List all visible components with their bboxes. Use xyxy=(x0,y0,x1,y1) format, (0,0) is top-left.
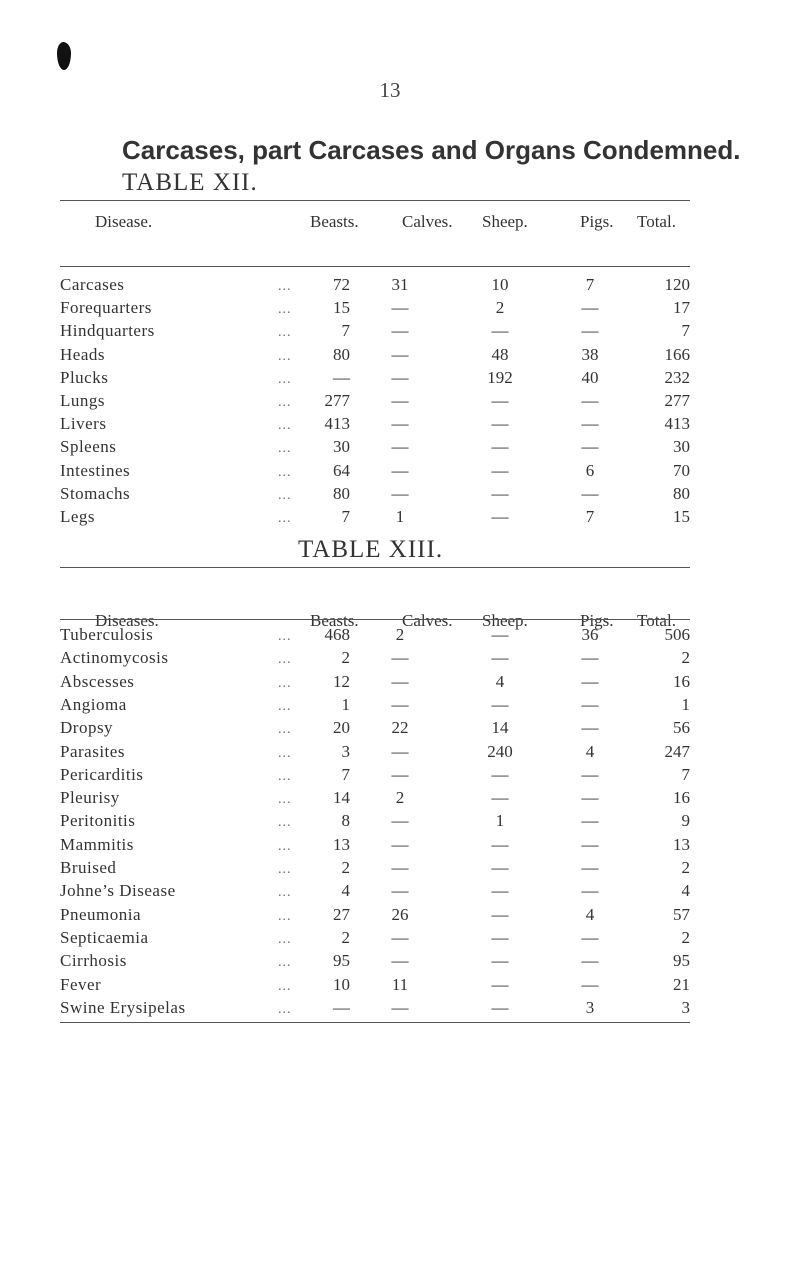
table-row xyxy=(60,275,690,297)
row-leader-dots: ... xyxy=(278,464,292,480)
row-disease-name: Fever xyxy=(60,974,102,994)
row-beasts-count: 15 xyxy=(333,298,350,318)
row-sheep-count: 48 xyxy=(491,344,509,364)
row-calves-count: — xyxy=(391,741,409,761)
row-pigs-count: — xyxy=(581,483,599,503)
row-sheep-count: — xyxy=(491,321,509,341)
row-leader-dots: ... xyxy=(278,745,292,761)
row-disease-name: Angioma xyxy=(60,694,127,714)
row-sheep-count: — xyxy=(491,460,509,480)
row-pigs-count: — xyxy=(581,764,599,784)
row-total-count: 1 xyxy=(681,694,690,714)
ink-blot-mark xyxy=(57,42,71,70)
row-pigs-count: — xyxy=(581,927,599,947)
row-disease-name: Peritonitis xyxy=(60,811,136,831)
row-sheep-count: 2 xyxy=(495,298,505,318)
row-calves-count: — xyxy=(391,460,409,480)
row-beasts-count: 80 xyxy=(333,344,350,364)
table-row xyxy=(60,507,690,529)
row-beasts-count: 20 xyxy=(333,718,350,738)
row-total-count: 277 xyxy=(664,391,690,410)
row-leader-dots: ... xyxy=(278,698,292,714)
page-title: Carcases, part Carcases and Organs Condemned. xyxy=(122,135,741,165)
row-leader-dots: ... xyxy=(278,792,292,808)
row-leader-dots: ... xyxy=(278,885,292,901)
row-disease-name: Bruised xyxy=(60,858,117,877)
table-row xyxy=(60,484,690,506)
row-disease-name: Dropsy xyxy=(60,718,114,738)
row-total-count: 2 xyxy=(681,927,690,947)
row-sheep-count: 240 xyxy=(487,741,513,761)
row-sheep-count: — xyxy=(491,437,509,457)
row-beasts-count: 413 xyxy=(324,414,350,434)
row-calves-count: — xyxy=(391,298,409,318)
row-calves-count: 2 xyxy=(395,788,405,808)
table-xiii-title: TABLE XIII. xyxy=(298,536,444,563)
row-leader-dots: ... xyxy=(278,487,292,503)
row-disease-name: Livers xyxy=(60,414,107,434)
page-number: 13 xyxy=(379,78,401,102)
table-row xyxy=(60,461,690,483)
row-disease-name: Plucks xyxy=(60,367,109,387)
table-row xyxy=(60,881,690,903)
row-total-count: 4 xyxy=(681,881,690,901)
header-beasts: Beasts. xyxy=(310,212,359,231)
row-total-count: 30 xyxy=(673,437,690,457)
row-calves-count: 22 xyxy=(391,718,409,738)
row-calves-count: — xyxy=(391,811,409,831)
table-bottom-rule xyxy=(60,1022,690,1023)
row-leader-dots: ... xyxy=(278,931,292,947)
row-leader-dots: ... xyxy=(278,279,292,294)
row-calves-count: — xyxy=(391,858,409,877)
row-sheep-count: — xyxy=(491,927,509,947)
table-row xyxy=(60,718,690,740)
header-sheep: Sheep. xyxy=(482,212,528,231)
row-disease-name: Legs xyxy=(60,507,96,526)
row-beasts-count: — xyxy=(333,367,350,387)
row-beasts-count: 13 xyxy=(333,834,350,854)
row-beasts-count: 277 xyxy=(324,391,350,410)
row-total-count: 21 xyxy=(673,974,690,994)
row-calves-count: — xyxy=(391,367,409,387)
table-row xyxy=(60,437,690,459)
row-total-count: 7 xyxy=(681,764,690,784)
table-row xyxy=(60,928,690,950)
row-leader-dots: ... xyxy=(278,978,292,994)
row-pigs-count: — xyxy=(581,671,599,691)
row-pigs-count: 40 xyxy=(581,367,599,387)
row-total-count: 120 xyxy=(664,275,690,294)
row-pigs-count: 4 xyxy=(585,904,595,924)
row-calves-count: — xyxy=(391,951,409,971)
row-calves-count: — xyxy=(391,881,409,901)
row-pigs-count: — xyxy=(581,648,599,668)
row-pigs-count: — xyxy=(581,858,599,877)
row-sheep-count: — xyxy=(491,414,509,434)
row-pigs-count: — xyxy=(581,321,599,341)
row-beasts-count: 3 xyxy=(341,741,350,761)
row-sheep-count: 1 xyxy=(495,811,505,831)
row-sheep-count: — xyxy=(491,625,509,644)
row-sheep-count: — xyxy=(491,974,509,994)
row-beasts-count: 468 xyxy=(324,625,350,644)
header-pigs: Pigs. xyxy=(580,212,614,231)
row-leader-dots: ... xyxy=(278,348,292,364)
row-calves-count: — xyxy=(391,321,409,341)
row-disease-name: Spleens xyxy=(60,437,117,457)
row-pigs-count: — xyxy=(581,437,599,457)
row-leader-dots: ... xyxy=(278,441,292,457)
table-row xyxy=(60,672,690,694)
row-total-count: 16 xyxy=(673,788,690,808)
row-beasts-count: — xyxy=(333,997,350,1017)
row-calves-count: 1 xyxy=(395,507,405,526)
row-pigs-count: — xyxy=(581,811,599,831)
table-row xyxy=(60,905,690,927)
table-row xyxy=(60,345,690,367)
row-sheep-count: — xyxy=(491,764,509,784)
table-row xyxy=(60,742,690,764)
row-total-count: 15 xyxy=(673,507,690,526)
header-disease: Disease. xyxy=(95,212,153,231)
row-sheep-count: 192 xyxy=(487,367,513,387)
row-total-count: 166 xyxy=(664,344,690,364)
row-disease-name: Abscesses xyxy=(60,671,135,691)
row-disease-name: Pericarditis xyxy=(60,764,144,784)
row-leader-dots: ... xyxy=(278,325,292,341)
row-sheep-count: 14 xyxy=(491,718,509,738)
row-calves-count: — xyxy=(391,414,409,434)
row-total-count: 16 xyxy=(673,671,690,691)
row-leader-dots: ... xyxy=(278,815,292,831)
row-leader-dots: ... xyxy=(278,862,292,877)
header-calves: Calves. xyxy=(402,212,453,231)
row-sheep-count: — xyxy=(491,483,509,503)
row-calves-count: — xyxy=(391,834,409,854)
row-beasts-count: 7 xyxy=(341,321,350,341)
header-total: Total. xyxy=(637,212,676,231)
row-beasts-count: 2 xyxy=(341,648,350,668)
row-leader-dots: ... xyxy=(278,418,292,434)
row-disease-name: Mammitis xyxy=(60,834,134,854)
row-sheep-count: 10 xyxy=(491,275,509,294)
row-total-count: 7 xyxy=(681,321,690,341)
row-total-count: 232 xyxy=(664,367,690,387)
table-row xyxy=(60,975,690,997)
table-row xyxy=(60,368,690,390)
row-sheep-count: — xyxy=(491,648,509,668)
table-row xyxy=(60,648,690,670)
row-leader-dots: ... xyxy=(278,395,292,410)
row-pigs-count: — xyxy=(581,414,599,434)
row-leader-dots: ... xyxy=(278,675,292,691)
table-row xyxy=(60,625,690,647)
row-calves-count: 31 xyxy=(391,275,409,294)
row-leader-dots: ... xyxy=(278,371,292,387)
row-disease-name: Actinomycosis xyxy=(60,648,169,668)
row-sheep-count: — xyxy=(491,391,509,410)
row-sheep-count: — xyxy=(491,788,509,808)
row-leader-dots: ... xyxy=(278,722,292,738)
table-row xyxy=(60,695,690,717)
header-pigs: Pigs. xyxy=(580,611,614,630)
row-total-count: 413 xyxy=(664,414,690,434)
row-total-count: 2 xyxy=(681,648,690,668)
row-sheep-count: — xyxy=(491,834,509,854)
row-calves-count: — xyxy=(391,997,409,1017)
row-calves-count: — xyxy=(391,391,409,410)
row-beasts-count: 14 xyxy=(333,788,350,808)
row-pigs-count: — xyxy=(581,951,599,971)
row-leader-dots: ... xyxy=(278,511,292,526)
row-pigs-count: — xyxy=(581,881,599,901)
row-leader-dots: ... xyxy=(278,768,292,784)
table-row xyxy=(60,835,690,857)
row-calves-count: 11 xyxy=(391,974,409,994)
row-leader-dots: ... xyxy=(278,908,292,924)
row-beasts-count: 72 xyxy=(333,275,350,294)
row-total-count: 95 xyxy=(673,951,690,971)
row-disease-name: Lungs xyxy=(60,391,105,410)
table-xii-title: TABLE XII. xyxy=(122,169,258,196)
row-total-count: 506 xyxy=(664,625,690,644)
row-calves-count: — xyxy=(391,927,409,947)
row-total-count: 3 xyxy=(681,997,690,1017)
row-total-count: 13 xyxy=(673,834,690,854)
row-total-count: 247 xyxy=(664,741,690,761)
table-row xyxy=(60,391,690,413)
row-disease-name: Johne’s Disease xyxy=(60,881,176,901)
row-leader-dots: ... xyxy=(278,838,292,854)
row-disease-name: Carcases xyxy=(60,275,125,294)
row-beasts-count: 95 xyxy=(333,951,350,971)
row-calves-count: — xyxy=(391,694,409,714)
row-calves-count: — xyxy=(391,437,409,457)
row-leader-dots: ... xyxy=(278,1001,292,1017)
row-beasts-count: 7 xyxy=(341,764,350,784)
row-pigs-count: — xyxy=(581,298,599,318)
row-sheep-count: — xyxy=(491,694,509,714)
table-row xyxy=(60,788,690,810)
row-calves-count: — xyxy=(391,344,409,364)
table-top-rule xyxy=(60,567,690,568)
row-disease-name: Forequarters xyxy=(60,298,152,318)
row-disease-name: Intestines xyxy=(60,460,131,480)
table-row xyxy=(60,811,690,833)
header-calves: Calves. xyxy=(402,611,453,630)
row-calves-count: — xyxy=(391,648,409,668)
row-pigs-count: 36 xyxy=(581,625,599,644)
row-sheep-count: — xyxy=(491,881,509,901)
row-total-count: 70 xyxy=(673,460,690,480)
row-disease-name: Septicaemia xyxy=(60,927,149,947)
row-leader-dots: ... xyxy=(278,629,292,644)
row-beasts-count: 64 xyxy=(333,460,350,480)
row-beasts-count: 12 xyxy=(333,671,350,691)
row-leader-dots: ... xyxy=(278,652,292,668)
row-total-count: 57 xyxy=(673,904,690,924)
table-row xyxy=(60,858,690,880)
row-calves-count: — xyxy=(391,483,409,503)
row-beasts-count: 27 xyxy=(333,904,350,924)
table-row xyxy=(60,998,690,1020)
row-calves-count: 26 xyxy=(391,904,409,924)
row-disease-name: Heads xyxy=(60,344,105,364)
row-pigs-count: 4 xyxy=(585,741,595,761)
row-beasts-count: 2 xyxy=(341,927,350,947)
row-leader-dots: ... xyxy=(278,302,292,318)
row-sheep-count: 4 xyxy=(495,671,505,691)
table-row xyxy=(60,321,690,343)
row-total-count: 80 xyxy=(673,483,690,503)
row-sheep-count: — xyxy=(491,997,509,1017)
row-pigs-count: — xyxy=(581,694,599,714)
row-disease-name: Tuberculosis xyxy=(60,625,154,644)
row-calves-count: — xyxy=(391,764,409,784)
row-beasts-count: 80 xyxy=(333,483,350,503)
row-disease-name: Parasites xyxy=(60,741,125,761)
table-top-rule xyxy=(60,200,690,201)
row-disease-name: Pneumonia xyxy=(60,904,141,924)
row-disease-name: Stomachs xyxy=(60,483,131,503)
row-pigs-count: 7 xyxy=(585,275,595,294)
row-sheep-count: — xyxy=(491,951,509,971)
header-disease: Diseases. xyxy=(95,611,159,630)
row-leader-dots: ... xyxy=(278,955,292,971)
table-header-rule xyxy=(60,266,690,267)
row-total-count: 2 xyxy=(681,858,690,877)
row-total-count: 17 xyxy=(673,298,690,318)
header-beasts: Beasts. xyxy=(310,611,359,630)
row-calves-count: 2 xyxy=(395,625,405,644)
row-beasts-count: 4 xyxy=(341,881,350,901)
row-disease-name: Pleurisy xyxy=(60,788,120,808)
row-beasts-count: 10 xyxy=(333,974,350,994)
row-pigs-count: — xyxy=(581,834,599,854)
row-total-count: 9 xyxy=(681,811,690,831)
row-sheep-count: — xyxy=(491,858,509,877)
row-pigs-count: 38 xyxy=(581,344,599,364)
row-beasts-count: 30 xyxy=(333,437,350,457)
row-pigs-count: — xyxy=(581,788,599,808)
row-pigs-count: — xyxy=(581,391,599,410)
table-row xyxy=(60,414,690,436)
table-row xyxy=(60,951,690,973)
row-calves-count: — xyxy=(391,671,409,691)
row-pigs-count: — xyxy=(581,974,599,994)
row-pigs-count: 7 xyxy=(585,507,595,526)
header-total: Total. xyxy=(637,611,676,630)
row-disease-name: Swine Erysipelas xyxy=(60,997,186,1017)
row-beasts-count: 2 xyxy=(341,858,350,877)
row-beasts-count: 1 xyxy=(341,694,350,714)
row-sheep-count: — xyxy=(491,904,509,924)
row-total-count: 56 xyxy=(673,718,690,738)
row-pigs-count: 3 xyxy=(585,997,595,1017)
header-sheep: Sheep. xyxy=(482,611,528,630)
row-beasts-count: 8 xyxy=(341,811,350,831)
table-header-row xyxy=(60,212,690,234)
row-sheep-count: — xyxy=(491,507,509,526)
row-disease-name: Hindquarters xyxy=(60,321,155,341)
row-beasts-count: 7 xyxy=(341,507,350,526)
row-pigs-count: 6 xyxy=(585,460,595,480)
table-header-rule xyxy=(60,619,690,620)
row-disease-name: Cirrhosis xyxy=(60,951,127,971)
row-pigs-count: — xyxy=(581,718,599,738)
table-row xyxy=(60,298,690,320)
table-row xyxy=(60,765,690,787)
